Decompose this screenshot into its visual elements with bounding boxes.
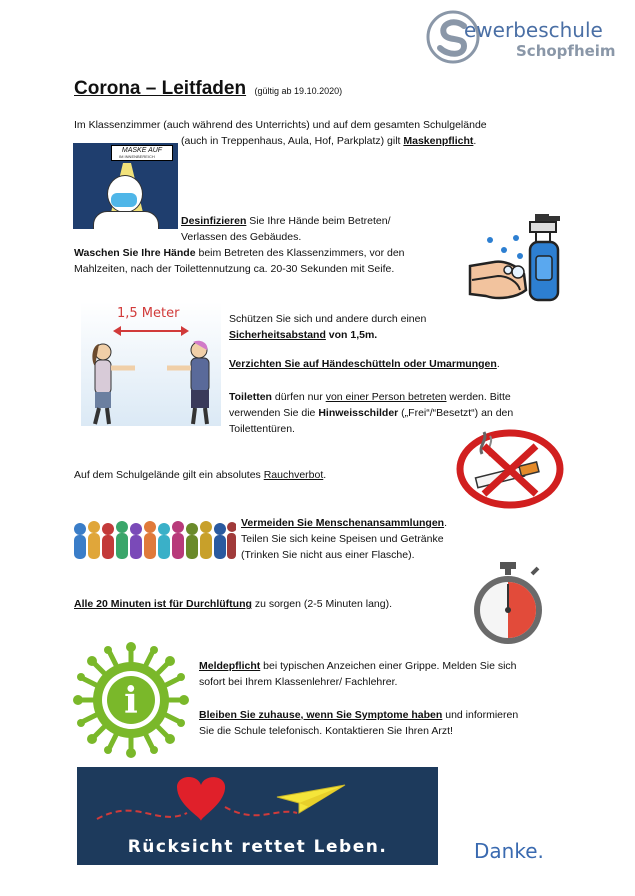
wash-line-2: Mahlzeiten, nach der Toilettennutzung ca. 20-30 Sekunden mit Seife. [74, 263, 395, 275]
face-mask-icon [111, 193, 137, 207]
thanks-text: Danke. [474, 839, 544, 863]
mask-sign-sub: IM INNENBEREICH [119, 154, 155, 159]
toilet-line-1: Toiletten dürfen nur von einer Person betreten werden. Bitte [229, 391, 511, 403]
banner-text: Rücksicht rettet Leben. [127, 837, 388, 857]
ventilation-line: Alle 20 Minuten ist für Durchlüftung zu sorgen (2-5 Minuten lang). [74, 598, 392, 610]
distance-line-2: Sicherheitsabstand von 1,5m. [229, 329, 378, 341]
double-arrow-icon [111, 324, 191, 338]
virus-info-icon [72, 641, 190, 759]
crowd-line-3: (Trinken Sie nicht aus einer Flasche). [241, 549, 415, 561]
distance-sign: 1,5 Meter [117, 306, 180, 321]
disinfect-line-2: Verlassen des Gebäudes. [181, 231, 302, 243]
respect-banner [77, 767, 438, 865]
page-title-row [74, 78, 342, 100]
no-smoking-icon [454, 428, 566, 510]
crowd-illustration [72, 519, 236, 559]
report-line-2: sofort bei Ihrem Klassenlehrer/ Fachlehrer. [199, 676, 398, 688]
crowd-line-1: Vermeiden Sie Menschenansammlungen. [241, 517, 447, 529]
intro-line-1: Im Klassenzimmer (auch während des Unterrichts) und auf dem gesamten Schulgelände [74, 119, 487, 131]
toilet-line-3: Toilettentüren. [229, 423, 295, 435]
stay-home-line-1: Bleiben Sie zuhause, wenn Sie Symptome haben und informieren [199, 709, 519, 721]
report-line-1: Meldepflicht bei typischen Anzeichen einer Grippe. Melden Sie sich [199, 660, 517, 672]
mask-sign-label: MASKE AUF [111, 145, 173, 161]
validity-note: (gültig ab 19.10.2020) [254, 86, 343, 96]
disinfect-line-1: Desinfizieren Sie Ihre Hände beim Betreten/ [181, 215, 391, 227]
distance-line-1: Schützen Sie sich und andere durch einen [229, 313, 427, 325]
smoking-line: Auf dem Schulgelände gilt ein absolutes Rauchverbot. [74, 469, 327, 481]
toilet-line-2: verwenden Sie die Hinweisschilder („Frei“/“Besetzt“) an den [229, 407, 514, 419]
hand-sanitizer-icon [468, 212, 563, 304]
logo-line1: ewerbeschule [464, 18, 603, 42]
no-handshake-line: Verzichten Sie auf Händeschütteln oder Umarmungen. [229, 358, 500, 370]
info-glyph: i [124, 680, 138, 722]
distance-illustration [81, 302, 221, 426]
mask-illustration [73, 143, 178, 229]
mask-duty: Maskenpflicht [403, 135, 474, 147]
two-people-icon [81, 338, 221, 426]
logo-line2: Schopfheim [516, 42, 616, 60]
school-logo [424, 8, 624, 66]
stopwatch-icon [470, 560, 546, 646]
stay-home-line-2: Sie die Schule telefonisch. Kontaktieren Sie Ihren Arzt! [199, 725, 453, 737]
intro-line-2: (auch in Treppenhaus, Aula, Hof, Parkplatz) gilt Maskenpflicht. [181, 135, 477, 147]
wash-line-1: Waschen Sie Ihre Hände beim Betreten des Klassenzimmers, vor den [74, 247, 405, 259]
page-title: Corona – Leitfaden [74, 78, 247, 99]
heart-plane-icon [77, 767, 438, 837]
crowd-line-2: Teilen Sie sich keine Speisen und Getränke [241, 533, 444, 545]
